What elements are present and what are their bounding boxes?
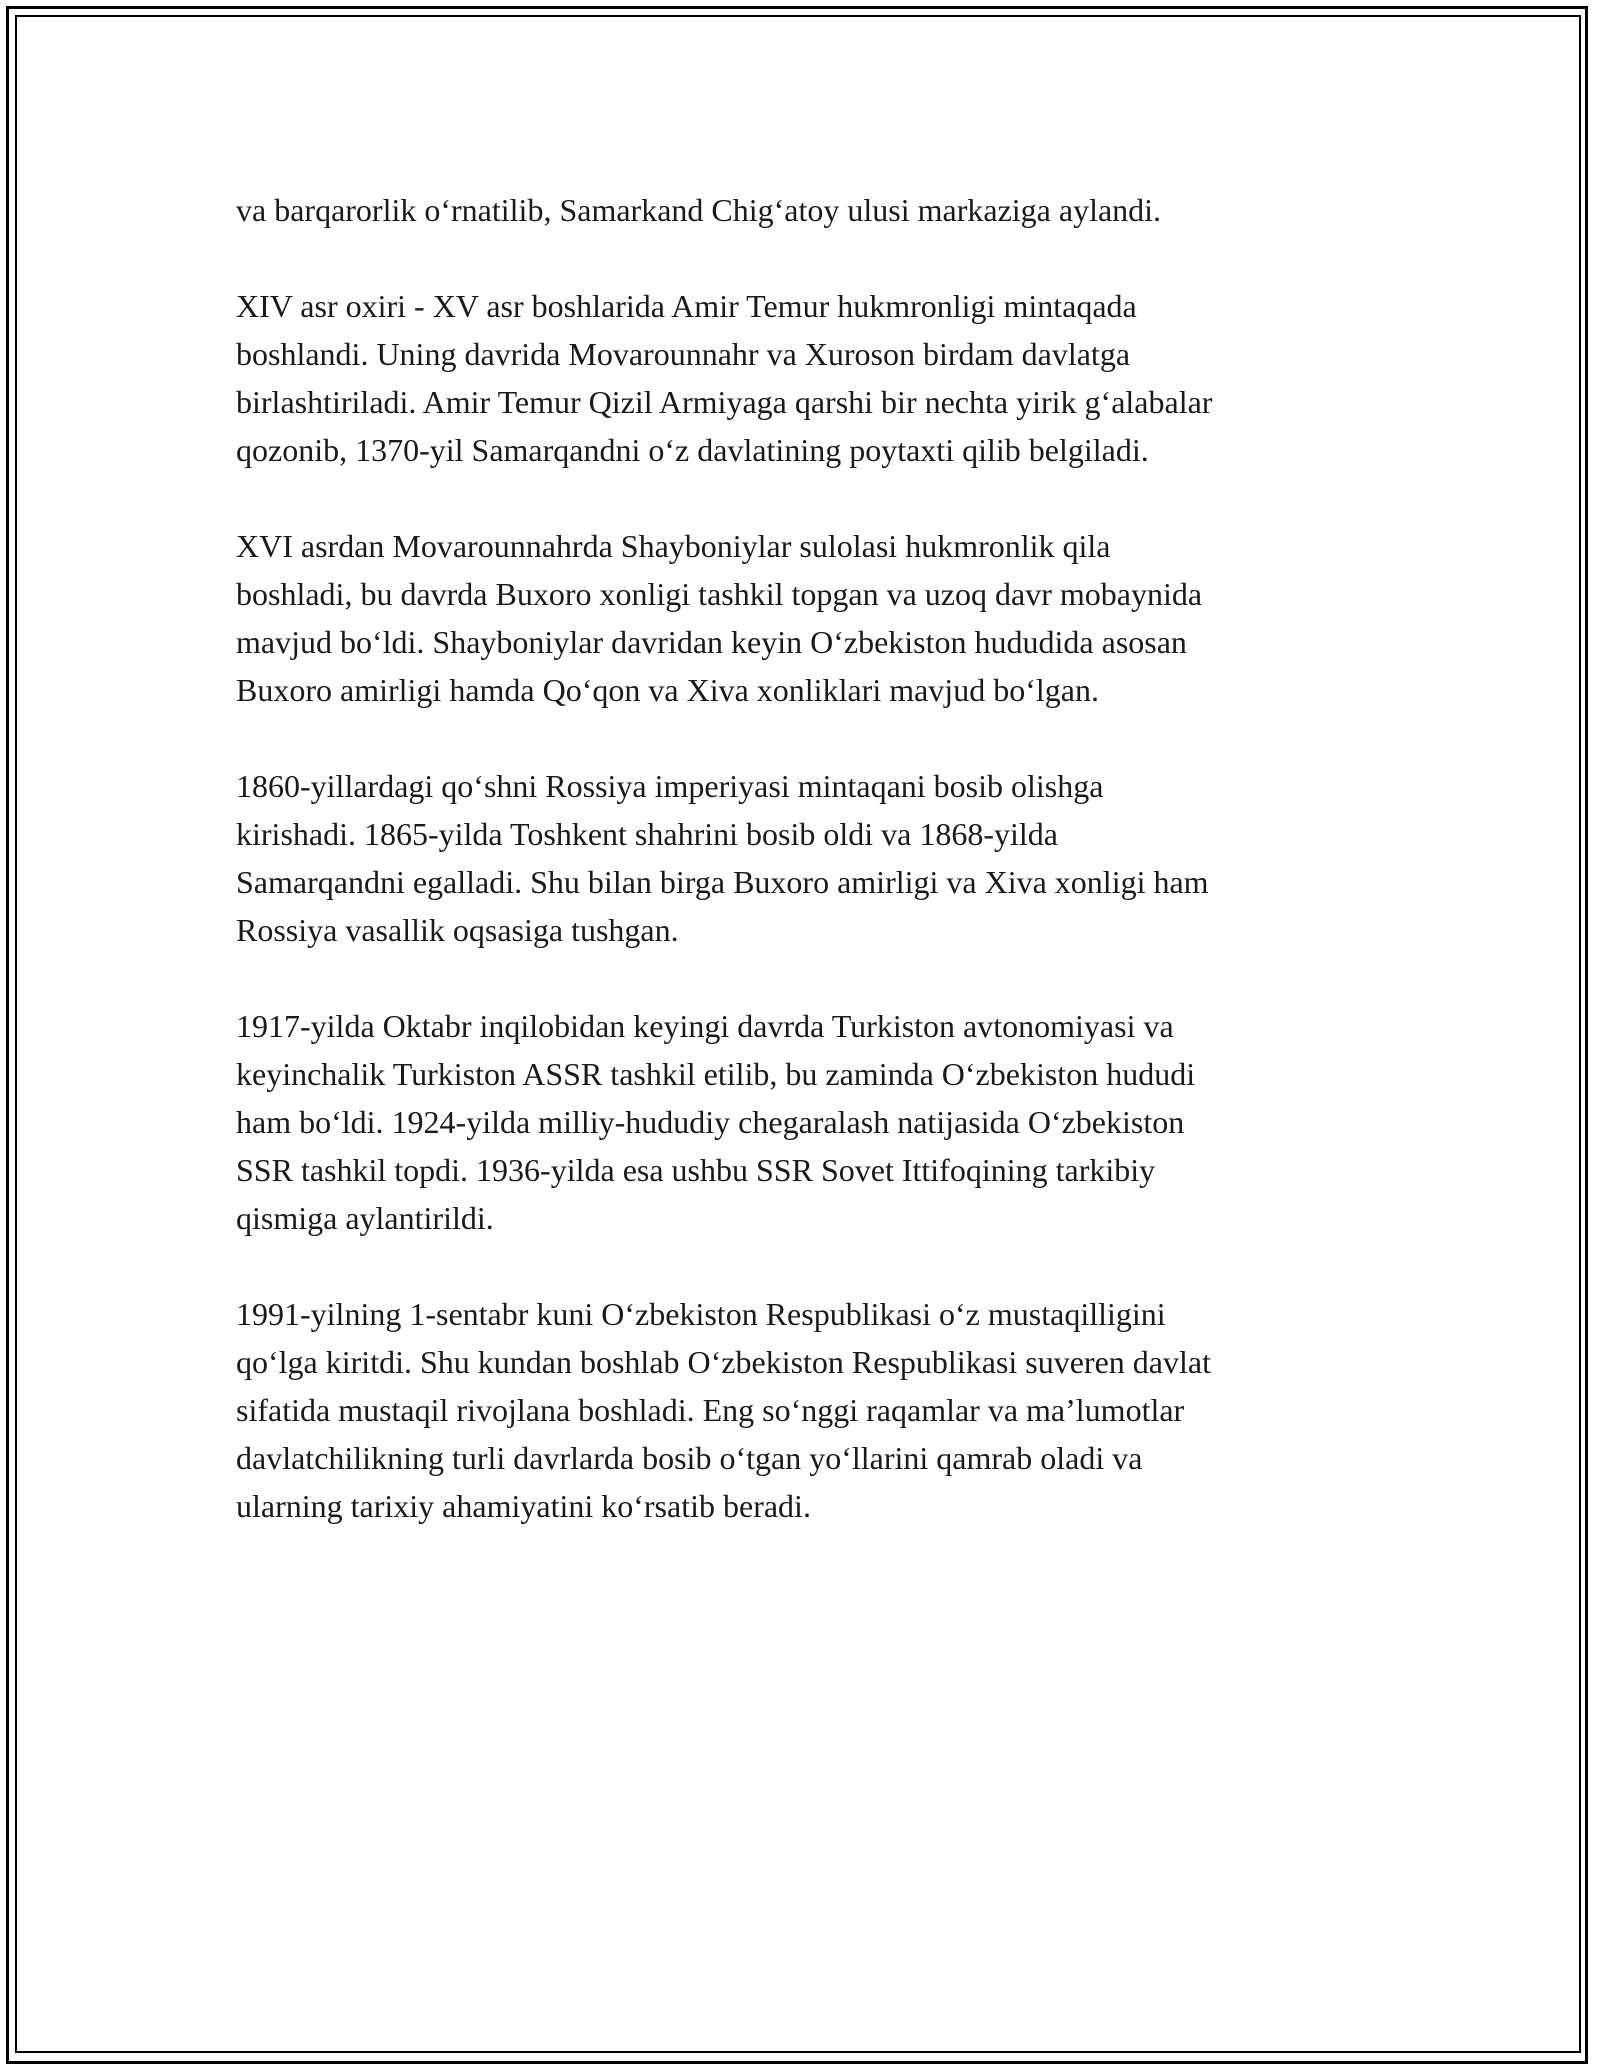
text-line: ham bo‘ldi. 1924-yilda milliy-hududiy chegaralash natijasida O‘zbekiston [236, 1104, 1185, 1140]
document-body [236, 186, 1396, 1578]
text-line: SSR tashkil topdi. 1936-yilda esa ushbu SSR Sovet Ittifoqining tarkibiy [236, 1152, 1156, 1188]
text-line: XIV asr oxiri - XV asr boshlarida Amir Temur hukmronligi mintaqada [236, 288, 1137, 324]
text-line: kirishadi. 1865-yilda Toshkent shahrini bosib oldi va 1868-yilda [236, 816, 1058, 852]
paragraph-2 [236, 282, 1396, 474]
paragraph-1 [236, 186, 1396, 234]
text-line: Buxoro amirligi hamda Qo‘qon va Xiva xonliklari mavjud bo‘lgan. [236, 672, 1099, 708]
text-line: keyinchalik Turkiston ASSR tashkil etilib, bu zaminda O‘zbekiston hududi [236, 1056, 1196, 1092]
text-line: Rossiya vasallik oqsasiga tushgan. [236, 912, 679, 948]
text-line: mavjud bo‘ldi. Shayboniylar davridan keyin O‘zbekiston hududida asosan [236, 624, 1187, 660]
text-line: Samarqandni egalladi. Shu bilan birga Buxoro amirligi va Xiva xonligi ham [236, 864, 1209, 900]
text-line: qismiga aylantirildi. [236, 1200, 494, 1236]
paragraph-3 [236, 522, 1396, 714]
text-line: va barqarorlik o‘rnatilib, Samarkand Chig‘atoy ulusi markaziga aylandi. [236, 192, 1162, 228]
text-line: 1917-yilda Oktabr inqilobidan keyingi davrda Turkiston avtonomiyasi va [236, 1008, 1174, 1044]
paragraph-4 [236, 762, 1396, 954]
text-line: birlashtiriladi. Amir Temur Qizil Armiyaga qarshi bir nechta yirik g‘alabalar [236, 384, 1213, 420]
text-line: qozonib, 1370-yil Samarqandni o‘z davlatining poytaxti qilib belgiladi. [236, 432, 1149, 468]
text-line: qo‘lga kiritdi. Shu kundan boshlab O‘zbekiston Respublikasi suveren davlat [236, 1344, 1211, 1380]
text-line: boshlandi. Uning davrida Movarounnahr va Xuroson birdam davlatga [236, 336, 1131, 372]
text-line: boshladi, bu davrda Buxoro xonligi tashkil topgan va uzoq davr mobaynida [236, 576, 1203, 612]
paragraph-5 [236, 1002, 1396, 1242]
text-line: 1860-yillardagi qo‘shni Rossiya imperiyasi mintaqani bosib olishga [236, 768, 1104, 804]
text-line: ularning tarixiy ahamiyatini ko‘rsatib beradi. [236, 1488, 811, 1524]
text-line: XVI asrdan Movarounnahrda Shayboniylar sulolasi hukmronlik qila [236, 528, 1111, 564]
text-line: 1991-yilning 1-sentabr kuni O‘zbekiston Respublikasi o‘z mustaqilligini [236, 1296, 1166, 1332]
text-line: davlatchilikning turli davrlarda bosib o‘tgan yo‘llarini qamrab oladi va [236, 1440, 1143, 1476]
paragraph-6 [236, 1290, 1396, 1530]
text-line: sifatida mustaqil rivojlana boshladi. Eng so‘nggi raqamlar va ma’lumotlar [236, 1392, 1185, 1428]
